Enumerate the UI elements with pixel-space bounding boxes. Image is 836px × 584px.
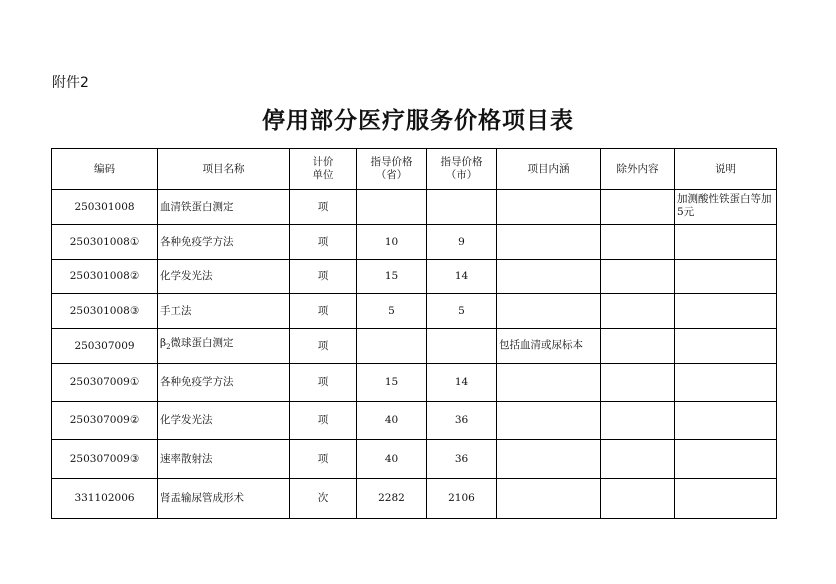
cell-note [675, 364, 777, 402]
cell-price-prov: 5 [357, 294, 427, 329]
cell-note [675, 329, 777, 364]
cell-code: 250301008② [52, 260, 158, 294]
cell-content [497, 364, 601, 402]
cell-price-city: 5 [427, 294, 497, 329]
cell-price-city: 36 [427, 440, 497, 479]
cell-name: 血清铁蛋白测定 [158, 190, 290, 225]
cell-excluded [601, 190, 675, 225]
cell-unit: 项 [290, 440, 357, 479]
cell-note [675, 260, 777, 294]
table-row [52, 402, 777, 440]
cell-price-prov [357, 329, 427, 364]
table-row [52, 294, 777, 329]
cell-name-text: 微球蛋白测定 [170, 337, 234, 350]
cell-content [497, 440, 601, 479]
cell-unit: 项 [290, 402, 357, 440]
cell-content [497, 225, 601, 260]
cell-code: 250301008③ [52, 294, 158, 329]
table-row [52, 190, 777, 225]
cell-name: 各种免疫学方法 [158, 364, 290, 402]
cell-code: 331102006 [52, 479, 158, 519]
cell-code: 250307009③ [52, 440, 158, 479]
col-header-note: 说明 [675, 149, 777, 190]
table-row [52, 225, 777, 260]
cell-price-prov: 10 [357, 225, 427, 260]
cell-excluded [601, 440, 675, 479]
cell-price-city: 2106 [427, 479, 497, 519]
cell-price-prov: 15 [357, 364, 427, 402]
cell-unit: 项 [290, 225, 357, 260]
price-table [51, 148, 777, 519]
cell-excluded [601, 294, 675, 329]
cell-code: 250301008 [52, 190, 158, 225]
cell-note [675, 402, 777, 440]
cell-code: 250307009 [52, 329, 158, 364]
cell-excluded [601, 402, 675, 440]
cell-name: 手工法 [158, 294, 290, 329]
cell-code: 250307009② [52, 402, 158, 440]
cell-note: 加测酸性铁蛋白等加5元 [675, 190, 777, 225]
cell-excluded [601, 364, 675, 402]
cell-price-prov: 40 [357, 402, 427, 440]
subscript-2: 2 [166, 343, 171, 352]
cell-unit: 项 [290, 260, 357, 294]
table-row [52, 329, 777, 364]
table-row [52, 364, 777, 402]
cell-unit: 项 [290, 294, 357, 329]
cell-name: 肾盂输尿管成形术 [158, 479, 290, 519]
cell-excluded [601, 479, 675, 519]
cell-price-prov: 15 [357, 260, 427, 294]
col-header-price-prov: 指导价格 （省） [357, 149, 427, 190]
cell-code: 250307009① [52, 364, 158, 402]
table-header-row [52, 149, 777, 190]
cell-excluded [601, 225, 675, 260]
cell-excluded [601, 329, 675, 364]
page-title: 停用部分医疗服务价格项目表 [262, 107, 574, 134]
col-header-content: 项目内涵 [497, 149, 601, 190]
table-row [52, 479, 777, 519]
cell-note [675, 225, 777, 260]
cell-name [158, 329, 290, 364]
cell-price-city [427, 329, 497, 364]
col-header-name: 项目名称 [158, 149, 290, 190]
cell-unit: 次 [290, 479, 357, 519]
attachment-label: 附件2 [52, 75, 89, 91]
cell-price-city: 14 [427, 364, 497, 402]
cell-price-prov: 2282 [357, 479, 427, 519]
cell-name: 各种免疫学方法 [158, 225, 290, 260]
cell-name: 化学发光法 [158, 260, 290, 294]
col-header-price-city: 指导价格 （市） [427, 149, 497, 190]
cell-price-city: 9 [427, 225, 497, 260]
table-row [52, 260, 777, 294]
cell-unit: 项 [290, 190, 357, 225]
cell-note [675, 440, 777, 479]
cell-content [497, 294, 601, 329]
col-header-code: 编码 [52, 149, 158, 190]
cell-content: 包括血清或尿标本 [497, 329, 601, 364]
cell-content [497, 402, 601, 440]
cell-price-prov: 40 [357, 440, 427, 479]
cell-content [497, 260, 601, 294]
cell-price-city: 14 [427, 260, 497, 294]
cell-unit: 项 [290, 364, 357, 402]
cell-unit: 项 [290, 329, 357, 364]
table-row [52, 440, 777, 479]
col-header-unit: 计价 单位 [290, 149, 357, 190]
cell-excluded [601, 260, 675, 294]
cell-code: 250301008① [52, 225, 158, 260]
cell-name: 化学发光法 [158, 402, 290, 440]
cell-content [497, 190, 601, 225]
cell-note [675, 294, 777, 329]
cell-price-prov [357, 190, 427, 225]
cell-content [497, 479, 601, 519]
cell-price-city: 36 [427, 402, 497, 440]
cell-note [675, 479, 777, 519]
cell-price-city [427, 190, 497, 225]
col-header-excluded: 除外内容 [601, 149, 675, 190]
beta-symbol: β [160, 337, 167, 350]
cell-name: 速率散射法 [158, 440, 290, 479]
